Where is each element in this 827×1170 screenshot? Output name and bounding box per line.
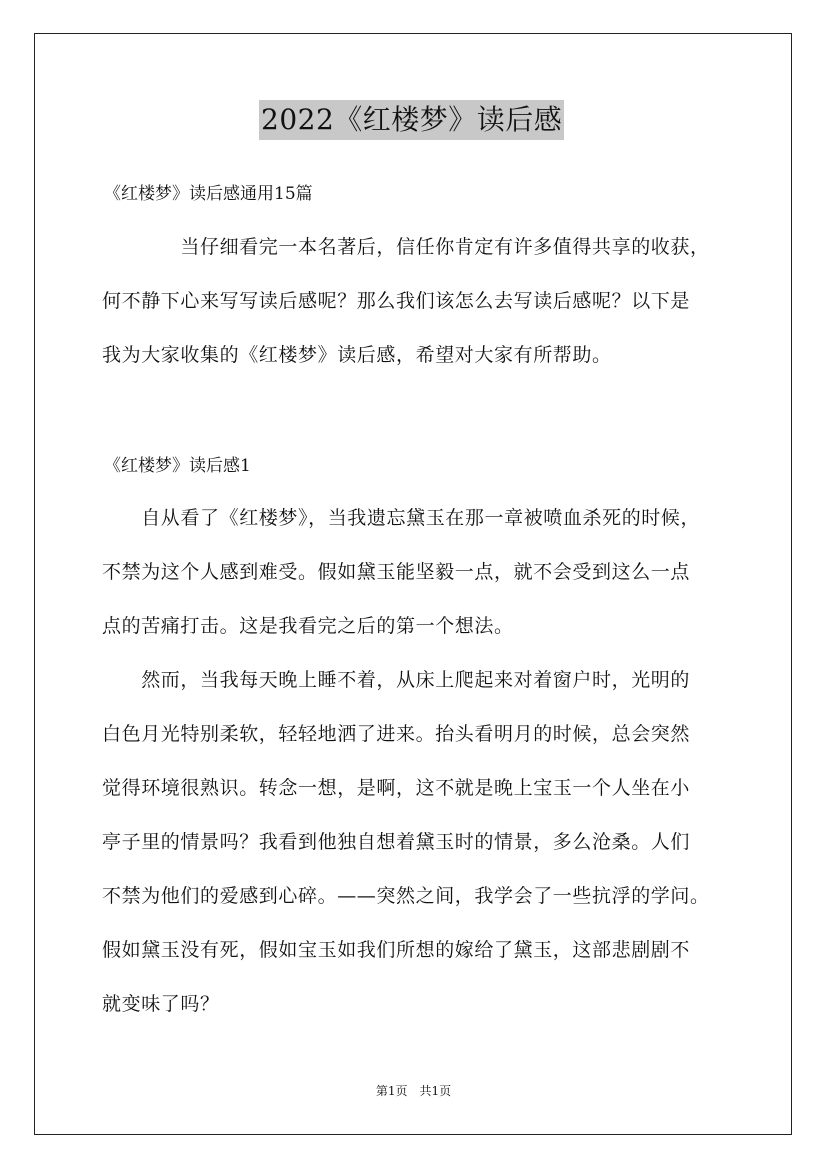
paragraph-line: 当仔细看完一本名著后，信任你肯定有许多值得共享的收获， — [102, 236, 710, 258]
body-paragraph-1 — [102, 491, 742, 653]
paragraph-line: 何不静下心来写写读后感呢？那么我们该怎么去写读后感呢？以下是 — [102, 290, 691, 312]
paragraph-line: 不禁为这个人感到难受。假如黛玉能坚毅一点，就不会受到这么一点 — [102, 561, 691, 583]
document-subtitle: 《红楼梦》读后感通用15篇 — [104, 184, 313, 204]
document-title: 2022《红楼梦》读后感 — [259, 100, 564, 140]
page-number-footer: 第1页 共1页 — [375, 1084, 452, 1098]
paragraph-line: 亭子里的情景吗？我看到他独自想着黛玉时的情景，多么沧桑。人们 — [102, 831, 691, 853]
paragraph-line: 白色月光特别柔软，轻轻地洒了进来。抬头看明月的时候，总会突然 — [102, 723, 691, 745]
paragraph-line: 就变味了吗？ — [102, 993, 220, 1015]
section-heading: 《红楼梦》读后感1 — [104, 456, 251, 476]
paragraph-line: 不禁为他们的爱感到心碎。——突然之间，我学会了一些抗浮的学问。 — [102, 885, 710, 907]
paragraph-line: 假如黛玉没有死，假如宝玉如我们所想的嫁给了黛玉，这部悲剧剧不 — [102, 939, 691, 961]
paragraph-line: 我为大家收集的《红楼梦》读后感，希望对大家有所帮助。 — [102, 344, 612, 366]
paragraph-line: 觉得环境很熟识。转念一想，是啊，这不就是晚上宝玉一个人坐在小 — [102, 777, 691, 799]
body-paragraph-2 — [102, 653, 742, 1031]
intro-paragraph — [102, 220, 742, 382]
paragraph-line: 点的苦痛打击。这是我看完之后的第一个想法。 — [102, 615, 514, 637]
paragraph-line: 自从看了《红楼梦》，当我遗忘黛玉在那一章被喷血杀死的时候， — [102, 507, 701, 529]
paragraph-line: 然而，当我每天晚上睡不着，从床上爬起来对着窗户时，光明的 — [102, 669, 691, 691]
